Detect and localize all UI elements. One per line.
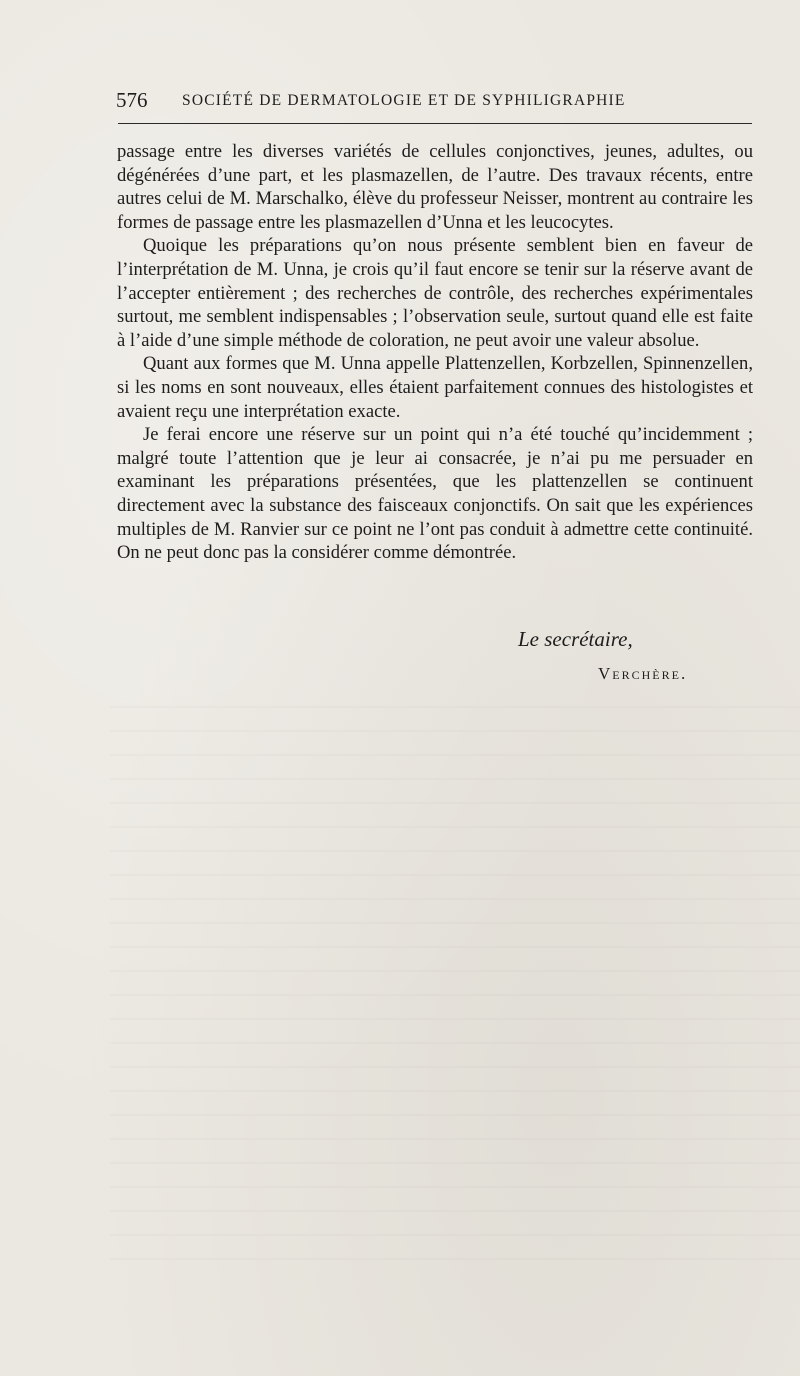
page-header bbox=[116, 88, 752, 114]
signature-name: Verchère. bbox=[598, 664, 688, 683]
signature-title: Le secrétaire, bbox=[518, 627, 633, 651]
paragraph-1: passage entre les diverses variétés de cellules conjonctives, jeunes, adultes, ou dégénérées d’une part, et les plasmazellen, de l’autre. Des travaux récents, entre autres celui de M. Marschalko, élève du professeur Neisser, montrent au contraire les formes de passage entre les plasmazellen d’Unna et les leucocytes. bbox=[117, 141, 753, 233]
paragraph-3: Quant aux formes que M. Unna appelle Plattenzellen, Korbzellen, Spinnenzellen, si les noms en sont nouveaux, elles étaient parfaitement connues des histologistes et avaient reçu une interprétation exacte. bbox=[117, 353, 753, 422]
show-through-texture bbox=[110, 700, 800, 1260]
page-number: 576 bbox=[116, 88, 148, 112]
body-text bbox=[117, 140, 753, 565]
header-rule bbox=[118, 123, 752, 124]
paragraph-2: Quoique les préparations qu’on nous présente semblent bien en faveur de l’interprétation de M. Unna, je crois qu’il faut encore se tenir sur la réserve avant de l’accepter entièrement ; des recherches de contrôle, des recherches expérimentales surtout, me semblent indispensables ; l’observation seule, surtout quand elle est faite à l’aide d’une simple méthode de coloration, ne peut avoir une valeur absolue. bbox=[117, 235, 753, 351]
paragraph-4: Je ferai encore une réserve sur un point qui n’a été touché qu’incidemment ; malgré toute l’attention que je leur ai consacrée, je n’ai pu me persuader en examinant les préparations présentées, que les plattenzellen se continuent directement avec la substance des faisceaux conjonctifs. On sait que les expériences multiples de M. Ranvier sur ce point ne l’ont pas conduit à admettre cette continuité. On ne peut donc pas la considérer comme démontrée. bbox=[117, 424, 753, 564]
running-head: SOCIÉTÉ DE DERMATOLOGIE ET DE SYPHILIGRAPHIE bbox=[182, 92, 626, 109]
